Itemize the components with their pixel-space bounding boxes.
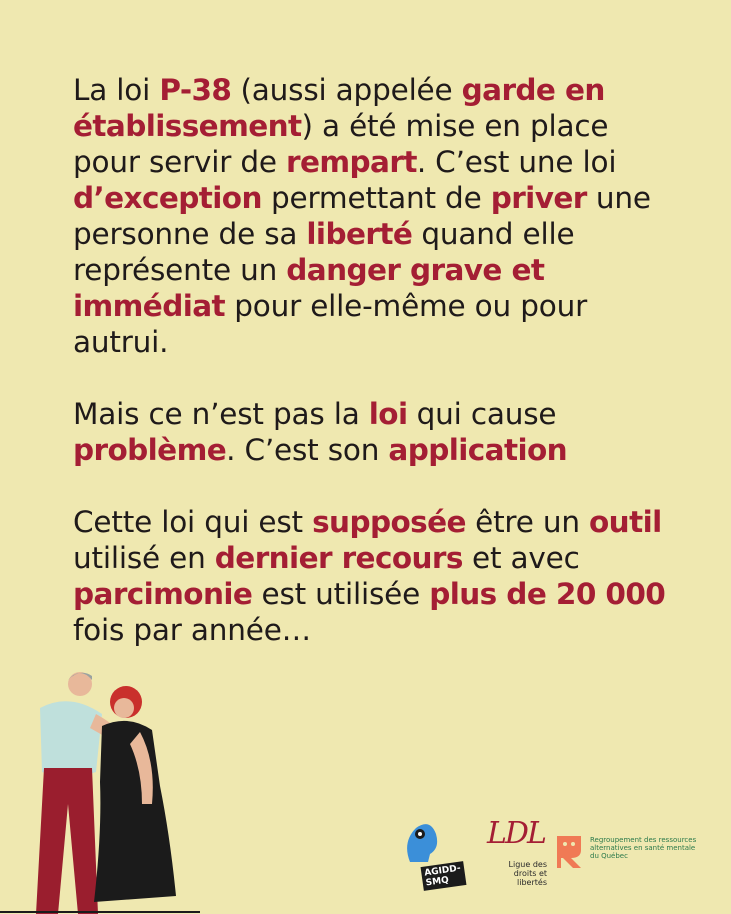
highlight-text: garde en établissement xyxy=(73,73,605,143)
highlight-text: liberté xyxy=(306,217,413,251)
body-text: fois par année… xyxy=(73,613,311,647)
body-text: et avec xyxy=(462,541,580,575)
body-text: est utilisée xyxy=(252,577,430,611)
ldl-sub-line1: Ligue des xyxy=(508,860,547,869)
ldl-logo xyxy=(483,816,547,888)
body-text: pour elle-même ou pour autrui. xyxy=(73,289,588,359)
highlight-text: supposée xyxy=(312,505,466,539)
highlight-text: problème xyxy=(73,433,227,467)
ldl-subtitle xyxy=(487,860,547,887)
body-text: utilisé en xyxy=(73,541,215,575)
highlight-text: loi xyxy=(368,397,408,431)
agidd-label: AGIDD-SMQ xyxy=(421,861,466,891)
highlight-text: priver xyxy=(490,181,587,215)
body-text: Cette loi qui est xyxy=(73,505,313,539)
rrasmq-logo xyxy=(555,830,695,880)
paragraph-p38 xyxy=(73,72,673,360)
couple-illustration xyxy=(0,660,200,914)
paragraph-statistics xyxy=(73,504,673,648)
partner-logos xyxy=(395,812,695,892)
highlight-text: d’exception xyxy=(73,181,262,215)
body-text: ) a été mise en place pour servir de xyxy=(73,109,609,179)
body-text: Mais ce n’est pas la xyxy=(73,397,369,431)
body-text: . C’est son xyxy=(226,433,389,467)
highlight-text: rempart xyxy=(286,145,417,179)
highlight-text: application xyxy=(388,433,568,467)
body-text: (aussi appelée xyxy=(231,73,462,107)
agidd-head-icon xyxy=(400,822,440,868)
highlight-text: plus de 20 000 xyxy=(429,577,666,611)
highlight-text: dernier recours xyxy=(214,541,463,575)
highlight-text: P-38 xyxy=(159,73,232,107)
body-text: une personne de sa xyxy=(73,181,651,251)
body-text: être un xyxy=(465,505,590,539)
ldl-sub-line2: droits et libertés xyxy=(513,869,547,887)
body-text: quand elle représente un xyxy=(73,217,575,287)
highlight-text: outil xyxy=(589,505,662,539)
woman-figure xyxy=(94,686,176,902)
highlight-text: danger grave et immédiat xyxy=(73,253,545,323)
paragraph-application xyxy=(73,396,673,468)
body-text: La loi xyxy=(73,73,160,107)
rrasmq-mark-icon xyxy=(555,834,583,868)
ldl-mark: LDL xyxy=(487,816,545,851)
body-text: permettant de xyxy=(261,181,491,215)
main-text-block xyxy=(73,72,673,684)
body-text: . C’est une loi xyxy=(416,145,617,179)
highlight-text: parcimonie xyxy=(73,577,253,611)
body-text: qui cause xyxy=(407,397,557,431)
rrasmq-text: Regroupement des ressources alternatives en santé mentale du Québec xyxy=(590,836,697,860)
agidd-smq-logo xyxy=(400,822,462,889)
